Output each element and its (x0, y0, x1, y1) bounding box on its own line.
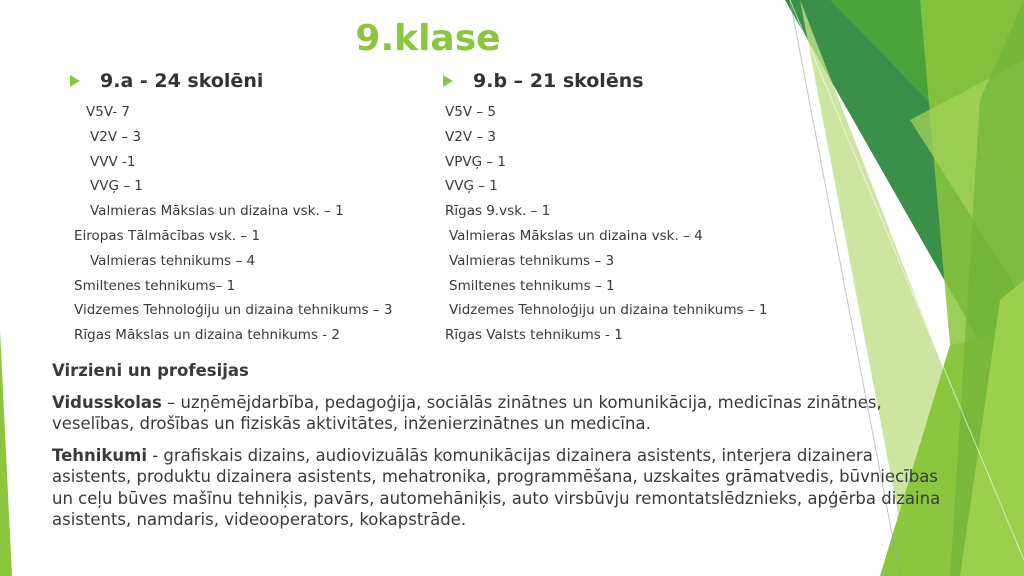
class-b-heading (443, 68, 767, 94)
list-item: Vidzemes Tehnoloģiju un dizaina tehnikums – 3 (74, 302, 393, 319)
class-a-list (70, 100, 392, 348)
list-item: VVV -1 (90, 153, 136, 170)
list-item: Smiltenes tehnikums– 1 (74, 277, 236, 294)
list-item: VVĢ – 1 (445, 178, 498, 195)
vidusskolas-text: – uzņēmējdarbība, pedagoģija, sociālās zinātnes un komunikācija, medicīnas zinātnes, veselības, drošības un fiziskās aktivitātes, inženierzinātnes un medicīna. (52, 392, 882, 433)
class-b-list (443, 100, 767, 348)
list-item: V5V- 7 (86, 104, 131, 120)
class-a-column (70, 68, 392, 348)
directions-section (52, 360, 952, 541)
list-item: Valmieras tehnikums – 4 (90, 252, 256, 269)
triangle-bullet-icon (443, 75, 453, 87)
list-item: Valmieras Mākslas un dizaina vsk. – 1 (90, 203, 344, 220)
list-item: VVĢ – 1 (90, 178, 143, 195)
directions-heading: Virzieni un profesijas (52, 361, 249, 380)
list-item: Rīgas Valsts tehnikums - 1 (445, 327, 623, 344)
list-item: VPVĢ – 1 (445, 153, 506, 170)
tehnikumi-label: Tehnikumi (52, 445, 147, 465)
class-a-heading-text: 9.a - 24 skolēni (100, 70, 264, 92)
page-title: 9.klase (355, 18, 501, 59)
list-item: Rīgas Mākslas un dizaina tehnikums - 2 (74, 327, 341, 344)
tehnikumi-text: - grafiskais dizains, audiovizuālās komunikācijas dizainera asistents, interjera dizainera asistents, produktu dizainera asistents, mehatronika, programmēšana, uzskaites grāmatvedis, būvniecības un ceļu būves mašīnu tehniķis, pavārs, automehāniķis, auto virsbūvju remontatslēdznieks, apģērba dizaina asistents, namdaris, videooperators, kokapstrāde. (52, 445, 941, 529)
list-item: Vidzemes Tehnoloģiju un dizaina tehnikums – 1 (449, 302, 768, 319)
list-item: Eiropas Tālmācības vsk. – 1 (74, 227, 261, 244)
tehnikumi-paragraph (52, 445, 952, 531)
class-b-column (443, 68, 767, 348)
list-item: V2V – 3 (90, 128, 141, 145)
list-item: Smiltenes tehnikums – 1 (449, 277, 615, 294)
list-item: Valmieras tehnikums – 3 (449, 252, 615, 269)
triangle-bullet-icon (70, 75, 80, 87)
vidusskolas-label: Vidusskolas (52, 392, 162, 412)
class-b-heading-text: 9.b – 21 skolēns (473, 70, 644, 92)
class-a-heading (70, 68, 392, 94)
vidusskolas-paragraph (52, 392, 952, 435)
list-item: Valmieras Mākslas un dizaina vsk. – 4 (449, 227, 703, 244)
list-item: Rīgas 9.vsk. – 1 (445, 203, 551, 220)
list-item: V5V – 5 (445, 104, 496, 120)
list-item: V2V – 3 (445, 128, 496, 145)
